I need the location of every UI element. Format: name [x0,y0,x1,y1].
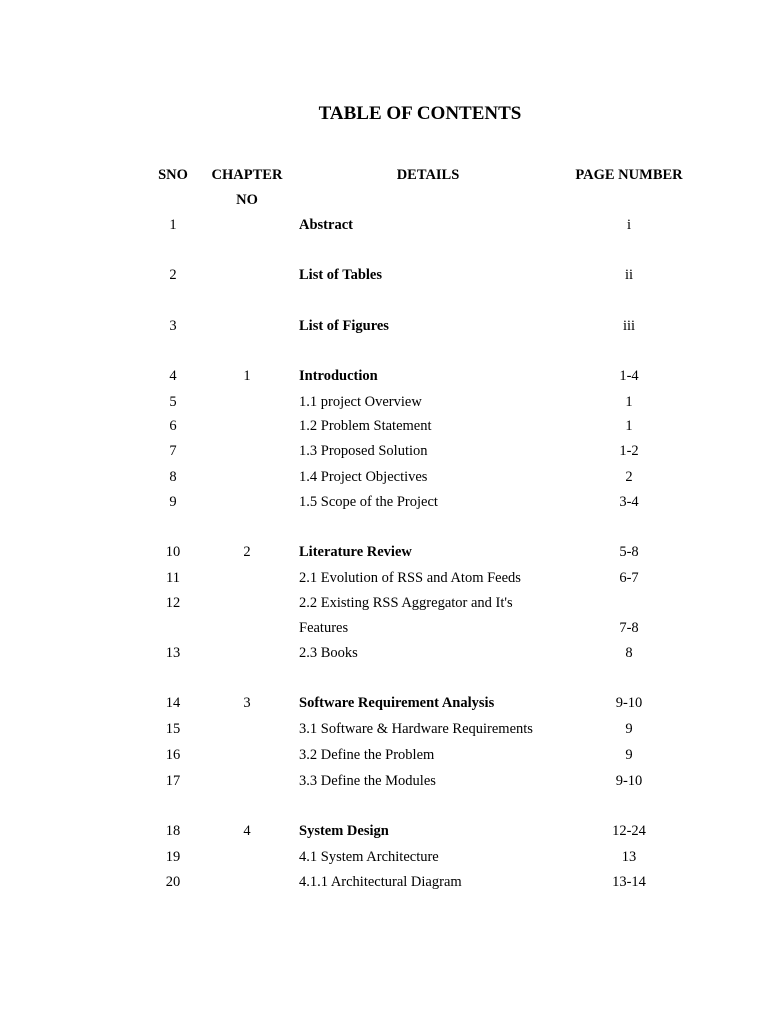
row-sno: 12 [165,595,181,611]
header-sno: SNO [158,167,188,183]
row-details: Literature Review [299,544,412,560]
row-details: 3.1 Software & Hardware Requirements [299,721,533,737]
row-page: 13 [621,849,637,865]
row-sno: 19 [165,849,181,865]
row-details: List of Figures [299,318,389,334]
row-details: List of Tables [299,267,382,283]
row-page: iii [622,318,636,334]
row-sno: 14 [165,695,181,711]
row-page: 9 [625,721,633,737]
row-chapter: 2 [243,544,251,560]
row-chapter: 3 [243,695,251,711]
row-details: 2.3 Books [299,645,358,661]
row-sno: 8 [169,469,177,485]
row-details: 2.2 Existing RSS Aggregator and It's [299,595,513,611]
row-details: 4.1.1 Architectural Diagram [299,874,462,890]
header-chapter-no: NO [236,192,258,208]
row-details: 1.4 Project Objectives [299,469,428,485]
row-sno: 7 [169,443,177,459]
row-details: 1.5 Scope of the Project [299,494,438,510]
page-title: TABLE OF CONTENTS [318,103,522,124]
row-details: 1.1 project Overview [299,394,422,410]
row-details: 4.1 System Architecture [299,849,439,865]
row-page: 8 [625,645,633,661]
row-details: Software Requirement Analysis [299,695,495,711]
row-details: Features [299,620,349,636]
row-sno: 20 [165,874,181,890]
row-page: 12-24 [612,823,646,839]
row-sno: 10 [165,544,181,560]
row-page: 1-2 [619,443,639,459]
row-sno: 18 [165,823,181,839]
row-sno: 3 [169,318,177,334]
row-chapter: 4 [243,823,251,839]
row-page: 2 [625,469,633,485]
row-sno: 2 [169,267,177,283]
row-sno: 6 [169,418,177,434]
row-sno: 9 [169,494,177,510]
row-sno: 17 [165,773,181,789]
row-page: 9-10 [615,695,643,711]
row-page: ii [624,267,634,283]
row-page: 9-10 [615,773,643,789]
row-sno: 1 [169,217,177,233]
row-sno: 16 [165,747,181,763]
row-details: Abstract [299,217,353,233]
row-sno: 13 [165,645,181,661]
row-sno: 11 [166,570,180,586]
row-page: 1-4 [619,368,639,384]
row-sno: 5 [169,394,177,410]
row-page: 6-7 [619,570,639,586]
header-chapter: CHAPTER [211,167,283,183]
row-chapter: 1 [243,368,251,384]
row-details: 1.2 Problem Statement [299,418,432,434]
row-details: 3.3 Define the Modules [299,773,436,789]
row-details: 2.1 Evolution of RSS and Atom Feeds [299,570,521,586]
header-page-number: PAGE NUMBER [575,167,683,183]
row-details: 1.3 Proposed Solution [299,443,428,459]
row-page: 1 [625,418,633,434]
row-details: Introduction [299,368,378,384]
row-page: 3-4 [619,494,639,510]
row-page: i [626,217,632,233]
row-page: 7-8 [619,620,639,636]
row-details: 3.2 Define the Problem [299,747,435,763]
header-details: DETAILS [396,167,460,183]
row-page: 5-8 [619,544,639,560]
row-page: 1 [625,394,633,410]
row-page: 9 [625,747,633,763]
row-details: System Design [299,823,389,839]
row-page: 13-14 [612,874,646,890]
row-sno: 4 [169,368,177,384]
row-sno: 15 [165,721,181,737]
